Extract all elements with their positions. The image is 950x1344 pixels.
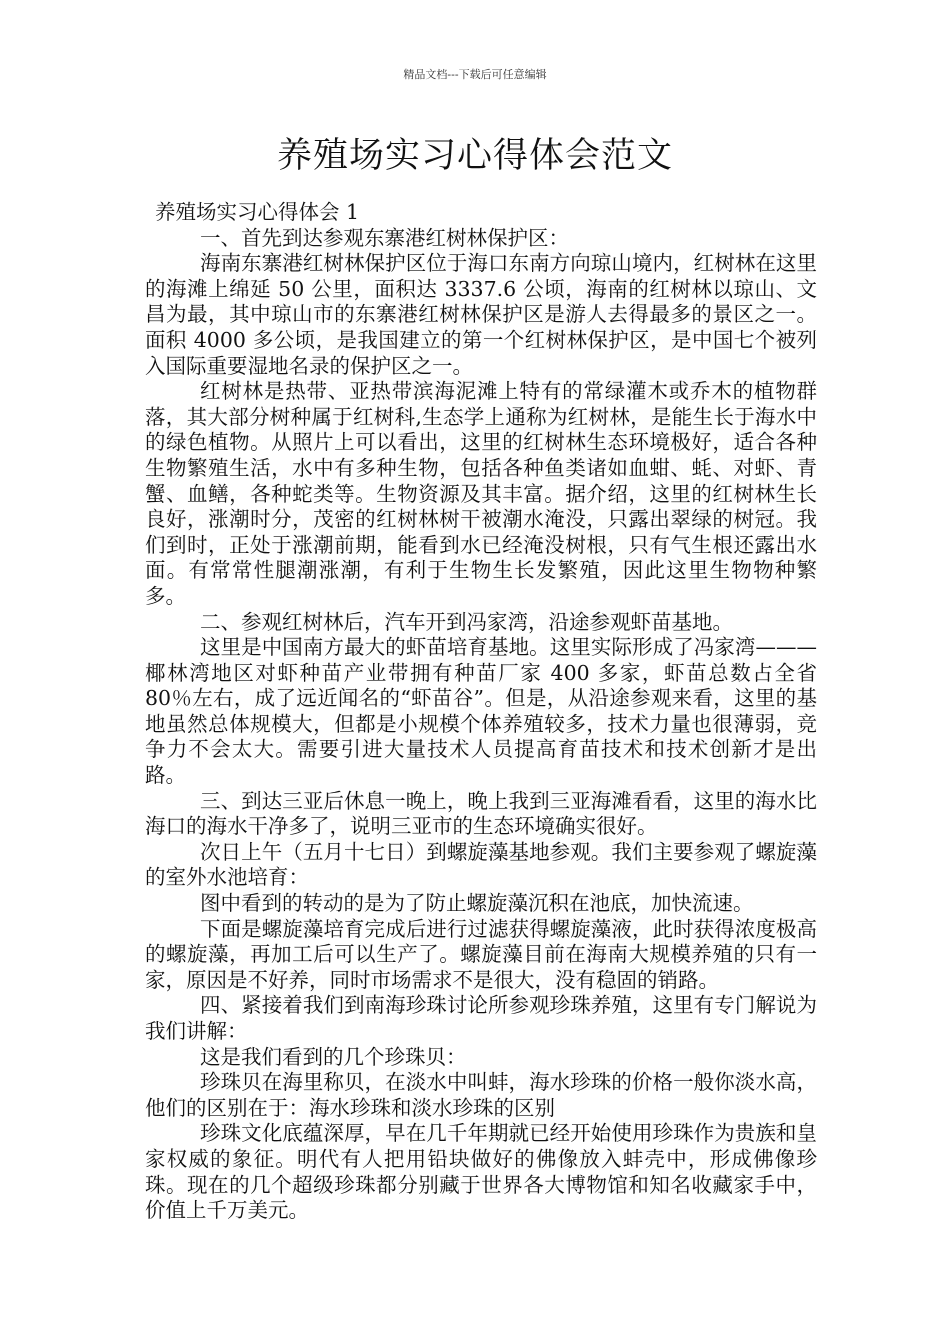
- paragraph-6: 三、到达三亚后休息一晚上，晚上我到三亚海滩看看，这里的海水比海口的海水干净多了，说明三亚市的生态环境确实很好。: [145, 788, 817, 839]
- paragraph-7: 次日上午（五月十七日）到螺旋藻基地参观。我们主要参观了螺旋藻的室外水池培育：: [145, 839, 817, 890]
- header-note: 精品文档---下载后可任意编辑: [403, 68, 547, 81]
- paragraph-13: 珍珠文化底蕴深厚，早在几千年期就已经开始使用珍珠作为贵族和皇家权威的象征。明代有人把用铅块做好的佛像放入蚌壳中，形成佛像珍珠。现在的几个超级珍珠都分别藏于世界各大博物馆和知名收藏家手中，价值上千万美元。: [145, 1121, 817, 1223]
- document-title: 养殖场实习心得体会范文: [276, 136, 673, 176]
- paragraph-12: 珍珠贝在海里称贝，在淡水中叫蚌，海水珍珠的价格一般你淡水高，他们的区别在于：海水珍珠和淡水珍珠的区别: [145, 1070, 817, 1120]
- paragraph-9: 下面是螺旋藻培育完成后进行过滤获得螺旋藻液，此时获得浓度极高的螺旋藻，再加工后可以生产了。螺旋藻目前在海南大规模养殖的只有一家，原因是不好养，同时市场需求不是很大，没有稳固的销路。: [145, 916, 817, 992]
- paragraph-8: 图中看到的转动的是为了防止螺旋藻沉积在池底，加快流速。: [200, 891, 754, 916]
- paragraph-5: 这里是中国南方最大的虾苗培育基地。这里实际形成了冯家湾———椰林湾地区对虾种苗产业带拥有种苗厂家 400 多家，虾苗总数占全省 80％左右，成了远近闻名的“虾苗谷”。但是，从沿途参观来看，这里的基地虽然总体规模大，但都是小规模个体养殖较多，技术力量也很薄弱，竞争力不会太大。需要引进大量技术人员提高育苗技术和技术创新才是出路。: [145, 635, 817, 788]
- paragraph-10: 四、紧接着我们到南海珍珠讨论所参观珍珠养殖，这里有专门解说为我们讲解：: [145, 993, 817, 1043]
- paragraph-2: 海南东寨港红树林保护区位于海口东南方向琼山境内，红树林在这里的海滩上绵延 50 公里，面积达 3337.6 公顷，海南的红树林以琼山、文昌为最，其中琼山市的东寨港红树林保护区是游人去得最多的景区之一。面积 4000 多公顷，是我国建立的第一个红树林保护区，是中国七个被列入国际重要湿地名录的保护区之一。: [145, 251, 817, 378]
- paragraph-11: 这是我们看到的几个珍珠贝：: [200, 1044, 467, 1069]
- paragraph-3: 红树林是热带、亚热带滨海泥滩上特有的常绿灌木或乔木的植物群落，其大部分树种属于红树科,生态学上通称为红树林，是能生长于海水中的绿色植物。从照片上可以看出，这里的红树林生态环境极好，适合各种生物繁殖生活，水中有多种生物，包括各种鱼类诸如血蚶、蚝、对虾、青蟹、血鳝，各种蛇类等。生物资源及其丰富。据介绍，这里的红树林生长良好，涨潮时分，茂密的红树林树干被潮水淹没，只露出翠绿的树冠。我们到时，正处于涨潮前期，能看到水已经淹没树根，只有气生根还露出水面。有常常性腿潮涨潮，有利于生物生长发繁殖，因此这里生物物种繁多。: [145, 379, 817, 608]
- paragraph-4: 二、参观红树林后，汽车开到冯家湾，沿途参观虾苗基地。: [200, 609, 733, 634]
- document-body: [145, 200, 817, 1224]
- paragraph-1: 一、首先到达参观东寨港红树林保护区：: [200, 225, 569, 250]
- section-label: 养殖场实习心得体会 1: [155, 200, 360, 224]
